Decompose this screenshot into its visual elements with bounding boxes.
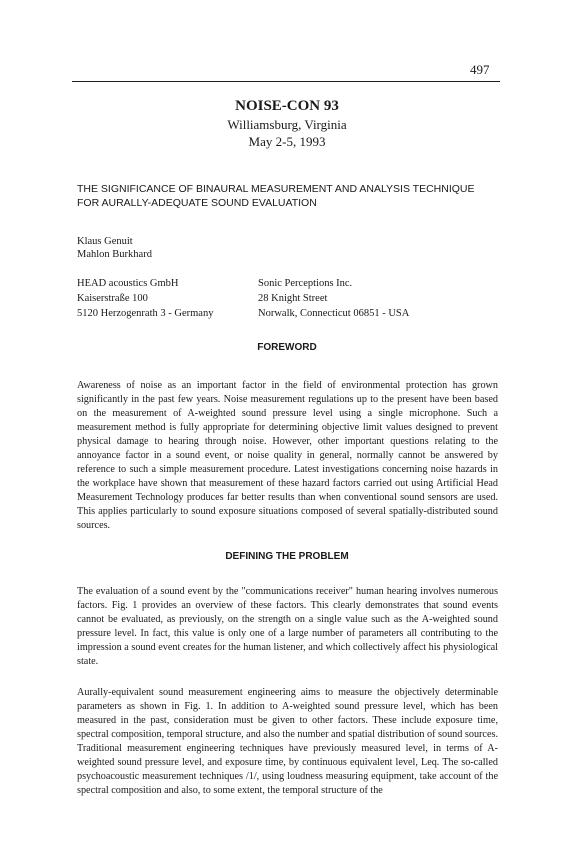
affiliation-city: Norwalk, Connecticut 06851 - USA <box>258 308 410 319</box>
conference-name: NOISE-CON 93 <box>235 98 339 114</box>
section-heading-defining-the-problem: DEFINING THE PROBLEM <box>225 551 349 562</box>
affiliation-left <box>77 276 213 321</box>
body-paragraph: The evaluation of a sound event by the "communications receiver" human hearing involves numerous factors. Fig. 1 provides an overview of these factors. This clearly demonstrates that sound events cannot be evaluated, as previously, on the strength on a single value such as the A-weighted sound pressure level. In fact, this value is only one of a large number of parameters all contributing to the impression a sound event creates for the human listener, and which collectively affect his physiological state. <box>77 586 498 668</box>
conference-date: May 2-5, 1993 <box>248 134 326 149</box>
author-list <box>77 235 152 261</box>
body-paragraph: Awareness of noise as an important factor in the field of environmental protection has grown significantly in the past few years. Noise measurement regulations up to the present have been based on the measurement of A-weighted sound pressure level using a single microphone. Such a measurement method is fully appropriate for determining objective limit values designed to prevent physical damage to hearing through noise. However, other important questions relating to the annoyance factor in a sound event, or noise quality in general, normally cannot be answered by reference to such a simple measurement procedure. Latest investigations concerning noise hazards in the workplace have shown that measurement of these hazard factors carried out using Artificial Head Measurement Technology produces far better results than when conventional sound sensors are used. This applies particularly to sound exposure situations composed of several spatially-distributed sound sources. <box>77 380 498 532</box>
header-rule <box>72 81 500 82</box>
affiliation-street: Kaiserstraße 100 <box>77 293 148 304</box>
affiliation-right <box>258 276 409 321</box>
paper-title-line-1: THE SIGNIFICANCE OF BINAURAL MEASUREMENT AND ANALYSIS TECHNIQUE <box>77 183 475 195</box>
author-name: Mahlon Burkhard <box>77 249 152 260</box>
conference-place: Williamsburg, Virginia <box>227 117 347 132</box>
body-paragraph: Aurally-equivalent sound measurement engineering aims to measure the objectively determinable parameters as shown in Fig. 1. In addition to A-weighted sound pressure level, which has been measured in the past, consideration must be given to other factors. These include exposure time, spectral composition, temporal structure, and also the number and spatial distribution of sound sources. Traditional measurement engineering techniques have previously measured level, in terms of A-weighted sound pressure level, and exposure time, by continuous equivalent level, Leq. The so-called psychoacoustic measurement techniques /1/, using loudness measuring equipment, take account of the spectral composition and also, to some extent, the temporal structure of the <box>77 687 498 797</box>
paper-title-line-2: FOR AURALLY-ADEQUATE SOUND EVALUATION <box>77 197 317 209</box>
section-heading-foreword: FOREWORD <box>257 342 317 353</box>
affiliation-org: Sonic Perceptions Inc. <box>258 278 353 289</box>
affiliation-city: 5120 Herzogenrath 3 - Germany <box>77 308 214 319</box>
paper-title <box>77 182 517 210</box>
affiliation-street: 28 Knight Street <box>258 293 328 304</box>
affiliation-org: HEAD acoustics GmbH <box>77 278 179 289</box>
author-name: Klaus Genuit <box>77 236 133 247</box>
page-number: 497 <box>470 62 490 77</box>
